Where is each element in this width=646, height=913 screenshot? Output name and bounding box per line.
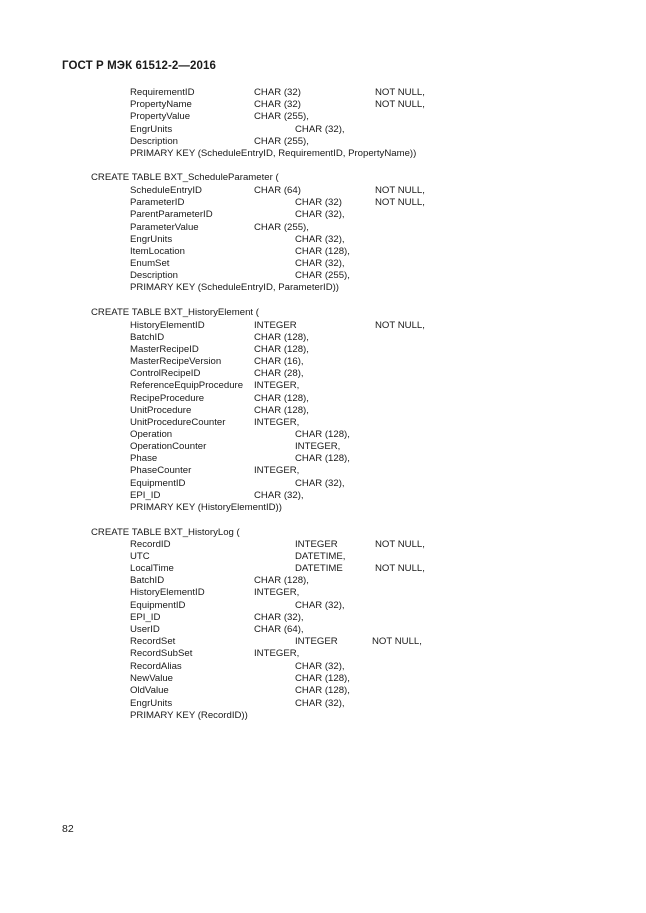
column-name: Phase bbox=[130, 453, 158, 464]
column-name: RecordSubSet bbox=[130, 648, 193, 659]
column-type: CHAR (32), bbox=[254, 490, 304, 501]
column-name: UnitProcedure bbox=[130, 405, 192, 416]
constraint: NOT NULL, bbox=[375, 563, 425, 574]
column-type: CHAR (128), bbox=[254, 332, 309, 343]
column-name: OldValue bbox=[130, 685, 169, 696]
primary-key-clause: PRIMARY KEY (HistoryElementID)) bbox=[130, 502, 282, 513]
column-name: RequirementID bbox=[130, 87, 195, 98]
column-type: CHAR (64) bbox=[254, 185, 301, 196]
column-type: CHAR (128), bbox=[295, 673, 350, 684]
column-type: INTEGER bbox=[254, 320, 297, 331]
column-name: RecordSet bbox=[130, 636, 176, 647]
column-type: CHAR (32), bbox=[295, 258, 345, 269]
column-name: NewValue bbox=[130, 673, 174, 684]
column-type: CHAR (255), bbox=[295, 270, 350, 281]
column-type: INTEGER bbox=[295, 539, 338, 550]
column-type: CHAR (32) bbox=[254, 87, 301, 98]
column-name: EngrUnits bbox=[130, 698, 173, 709]
column-type: INTEGER, bbox=[254, 587, 300, 598]
column-type: CHAR (128), bbox=[254, 405, 309, 416]
column-type: CHAR (32) bbox=[254, 99, 301, 110]
create-table-statement: CREATE TABLE BXT_ScheduleParameter ( bbox=[91, 172, 279, 183]
column-name: EquipmentID bbox=[130, 600, 186, 611]
primary-key-clause: PRIMARY KEY (RecordID)) bbox=[130, 710, 248, 721]
column-type: CHAR (32), bbox=[295, 661, 345, 672]
column-name: UTC bbox=[130, 551, 150, 562]
document-header: ГОСТ Р МЭК 61512-2—2016 bbox=[62, 60, 216, 72]
column-name: ReferenceEquipProcedure bbox=[130, 380, 244, 391]
constraint: NOT NULL, bbox=[375, 87, 425, 98]
column-type: INTEGER, bbox=[254, 648, 300, 659]
column-name: PropertyName bbox=[130, 99, 192, 110]
column-name: MasterRecipeVersion bbox=[130, 356, 222, 367]
column-type: CHAR (128), bbox=[295, 453, 350, 464]
column-type: DATETIME, bbox=[295, 551, 346, 562]
column-name: RecordID bbox=[130, 539, 171, 550]
constraint: NOT NULL, bbox=[375, 320, 425, 331]
column-name: ControlRecipeID bbox=[130, 368, 201, 379]
column-type: CHAR (32), bbox=[295, 600, 345, 611]
column-type: CHAR (32), bbox=[295, 698, 345, 709]
column-type: CHAR (32), bbox=[295, 124, 345, 135]
column-name: BatchID bbox=[130, 332, 165, 343]
column-type: CHAR (128), bbox=[254, 344, 309, 355]
column-type: INTEGER, bbox=[254, 380, 300, 391]
column-name: ParentParameterID bbox=[130, 209, 213, 220]
column-name: ScheduleEntryID bbox=[130, 185, 202, 196]
primary-key-clause: PRIMARY KEY (ScheduleEntryID, RequirementID, PropertyName)) bbox=[130, 148, 417, 159]
column-type: INTEGER, bbox=[295, 441, 341, 452]
column-type: INTEGER, bbox=[254, 465, 300, 476]
column-name: Description bbox=[130, 270, 178, 281]
column-name: RecordAlias bbox=[130, 661, 182, 672]
column-name: PropertyValue bbox=[130, 111, 191, 122]
primary-key-clause: PRIMARY KEY (ScheduleEntryID, ParameterID)) bbox=[130, 282, 340, 293]
column-type: CHAR (32), bbox=[254, 612, 304, 623]
column-name: EngrUnits bbox=[130, 234, 173, 245]
column-type: CHAR (32), bbox=[295, 209, 345, 220]
column-name: EPI_ID bbox=[130, 490, 161, 501]
column-name: HistoryElementID bbox=[130, 587, 205, 598]
constraint: NOT NULL, bbox=[375, 197, 425, 208]
create-table-statement: CREATE TABLE BXT_HistoryLog ( bbox=[91, 527, 240, 538]
column-name: UnitProcedureCounter bbox=[130, 417, 226, 428]
constraint: NOT NULL, bbox=[375, 99, 425, 110]
column-type: INTEGER bbox=[295, 636, 338, 647]
column-name: ParameterValue bbox=[130, 222, 199, 233]
column-name: RecipeProcedure bbox=[130, 393, 205, 404]
constraint: NOT NULL, bbox=[375, 185, 425, 196]
column-name: HistoryElementID bbox=[130, 320, 205, 331]
column-type: CHAR (255), bbox=[254, 136, 309, 147]
column-name: Description bbox=[130, 136, 178, 147]
column-name: EnumSet bbox=[130, 258, 170, 269]
column-type: CHAR (255), bbox=[254, 222, 309, 233]
column-type: CHAR (128), bbox=[254, 575, 309, 586]
create-table-statement: CREATE TABLE BXT_HistoryElement ( bbox=[91, 307, 259, 318]
column-name: ParameterID bbox=[130, 197, 185, 208]
column-name: MasterRecipeID bbox=[130, 344, 199, 355]
column-type: CHAR (32), bbox=[295, 234, 345, 245]
column-type: CHAR (16), bbox=[254, 356, 304, 367]
column-type: CHAR (255), bbox=[254, 111, 309, 122]
column-name: UserID bbox=[130, 624, 160, 635]
page-number: 82 bbox=[62, 823, 74, 835]
column-type: CHAR (128), bbox=[254, 393, 309, 404]
column-name: Operation bbox=[130, 429, 173, 440]
column-type: CHAR (32) bbox=[295, 197, 342, 208]
column-type: CHAR (128), bbox=[295, 246, 350, 257]
column-name: PhaseCounter bbox=[130, 465, 192, 476]
column-type: CHAR (128), bbox=[295, 685, 350, 696]
column-name: EquipmentID bbox=[130, 478, 186, 489]
column-type: DATETIME bbox=[295, 563, 343, 574]
column-name: EngrUnits bbox=[130, 124, 173, 135]
column-type: CHAR (28), bbox=[254, 368, 304, 379]
column-name: LocalTime bbox=[130, 563, 174, 574]
column-type: CHAR (128), bbox=[295, 429, 350, 440]
constraint: NOT NULL, bbox=[372, 636, 422, 647]
column-type: CHAR (64), bbox=[254, 624, 304, 635]
column-name: OperationCounter bbox=[130, 441, 207, 452]
column-name: ItemLocation bbox=[130, 246, 185, 257]
constraint: NOT NULL, bbox=[375, 539, 425, 550]
column-name: BatchID bbox=[130, 575, 165, 586]
column-name: EPI_ID bbox=[130, 612, 161, 623]
column-type: CHAR (32), bbox=[295, 478, 345, 489]
column-type: INTEGER, bbox=[254, 417, 300, 428]
